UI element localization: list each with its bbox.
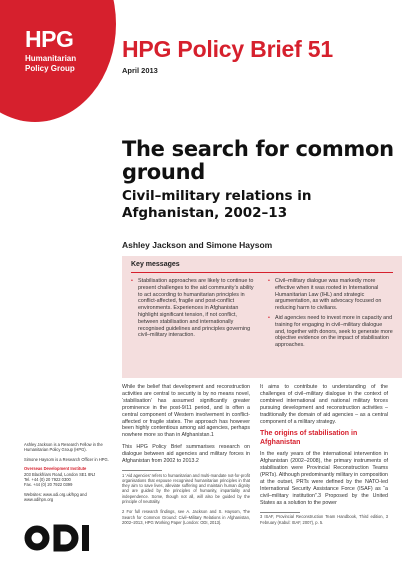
key-message-item: • Stabilisation approaches are likely to continue to present challenges to the aid community’s ability to act according to humanitarian principles in conflict-affected, fragile and post-conflict environments. Experiences in Afghanistan highlight significant tension, if not conflict, between stabilisation and internationally recognised guidelines and principles governing civil–military interaction. xyxy=(131,278,255,339)
section-heading: The origins of stabilisation in Afghanistan xyxy=(260,430,358,446)
hpg-logo: HPG xyxy=(25,26,74,52)
key-message-item: • Civil–military dialogue was markedly more effective when it was rooted in International Humanitarian Law (IHL) and strategic argumentation, as with advocacy focused on reducing harm to civilians. xyxy=(268,278,394,312)
body-paragraph: While the belief that development and reconstruction activities are central to security is by no means novel, ‘stabilisation’ has assumed significantly greater prominence in the post-9/11 period, and is often a central component of Western involvement in conflict-affected or fragile states. The approach has however been highly contentious among aid agencies, perhaps nowhere more so than in Afghanistan.1 xyxy=(122,384,250,439)
odi-org-name: Overseas Development Institute xyxy=(24,466,87,472)
body-paragraph: It aims to contribute to understanding of the challenges of civil–military dialogue in the context of combined international and national military forces pursuing development and reconstruction activities – traditionally the domain of aid agencies – as a central component of a military strategy. xyxy=(260,384,388,425)
body-paragraph: This HPG Policy Brief summarises research on dialogue between aid agencies and military forces in Afghanistan from 2002 to 2013.2 xyxy=(122,444,250,465)
footnote-divider xyxy=(122,470,162,471)
hpg-org-name xyxy=(25,54,76,74)
odi-fax: Fax. +44 (0) 20 7922 0399 xyxy=(24,482,73,488)
footnote: 2 For full research findings, see A. Jackson and S. Haysom, The Search for Common Ground: Civil–Military Relations in Afghanistan, 2002–2013, HPG Working Paper (London: ODI, 2013). xyxy=(122,509,250,525)
footnote: 3 ISAF, Provincial Reconstruction Team Handbook, Third edition, 3 February (Kabul: ISAF, 2007), p. 5. xyxy=(260,514,388,525)
odi-address: 203 Blackfriars Road, London SE1 8NJ xyxy=(24,471,96,477)
sidebar-info xyxy=(24,442,114,507)
key-messages-box xyxy=(122,256,402,378)
body-paragraph: In the early years of the international intervention in Afghanistan (2002–2008), the primary instruments of stabilisation were Provincial Reconstruction Teams (PRTs). Although predominantly military in composition at the outset, PRTs were defined by the NATO-led International Security Assistance Force (ISAF) as “a civil–military institution”.3 Proposed by the United States as a solution to the power xyxy=(260,451,388,506)
odi-logo-i-icon xyxy=(82,525,89,551)
org-line-2: Policy Group xyxy=(25,64,75,73)
page-title: The search for common ground xyxy=(122,137,394,184)
footnote: 1 ‘Aid agencies’ refers to humanitarian and multi-mandate not-for-profit organisations that espouse recognised humanitarian principles in that they aim to save lives, alleviate suffering and maintain human dignity and are guided by the principles of humanity, impartiality and independence. Some, though not all, will also be guided by the principle of neutrality. xyxy=(122,472,250,505)
body-column-2 xyxy=(260,384,388,530)
footnote-divider xyxy=(260,512,300,513)
key-message-item: • Aid agencies need to invest more in capacity and training for engaging in civil–military dialogue and, together with donors, seek to generate more objective evidence on the impact of stabilisation approaches. xyxy=(268,315,394,349)
odi-websites[interactable]: Websites: www.odi.org.uk/hpg and www.odihpn.org xyxy=(24,491,87,503)
publication-date: April 2013 xyxy=(122,66,158,75)
odi-logo xyxy=(24,524,104,552)
org-line-1: Humanitarian xyxy=(25,54,77,63)
author-bio-1: Ashley Jackson is a Research Fellow in the Humanitarian Policy Group (HPG). xyxy=(24,442,103,453)
author-bio-2: Simone Haysom is a Research Officer in HPG. xyxy=(24,456,109,462)
key-messages-divider xyxy=(131,272,393,273)
odi-logo-o-icon xyxy=(28,529,46,547)
page-subtitle: Civil–military relations in Afghanistan, 2002–13 xyxy=(122,188,312,221)
series-title: HPG Policy Brief 51 xyxy=(122,36,333,62)
body-column-1 xyxy=(122,384,250,530)
odi-logo-d-icon xyxy=(57,528,75,548)
odi-tel: Tel. +44 (0) 20 7922 0300 xyxy=(24,477,71,483)
key-messages-heading: Key messages xyxy=(131,261,180,268)
authors: Ashley Jackson and Simone Haysom xyxy=(122,240,273,250)
key-messages-right-column xyxy=(268,278,394,352)
key-messages-left-column xyxy=(131,278,255,342)
